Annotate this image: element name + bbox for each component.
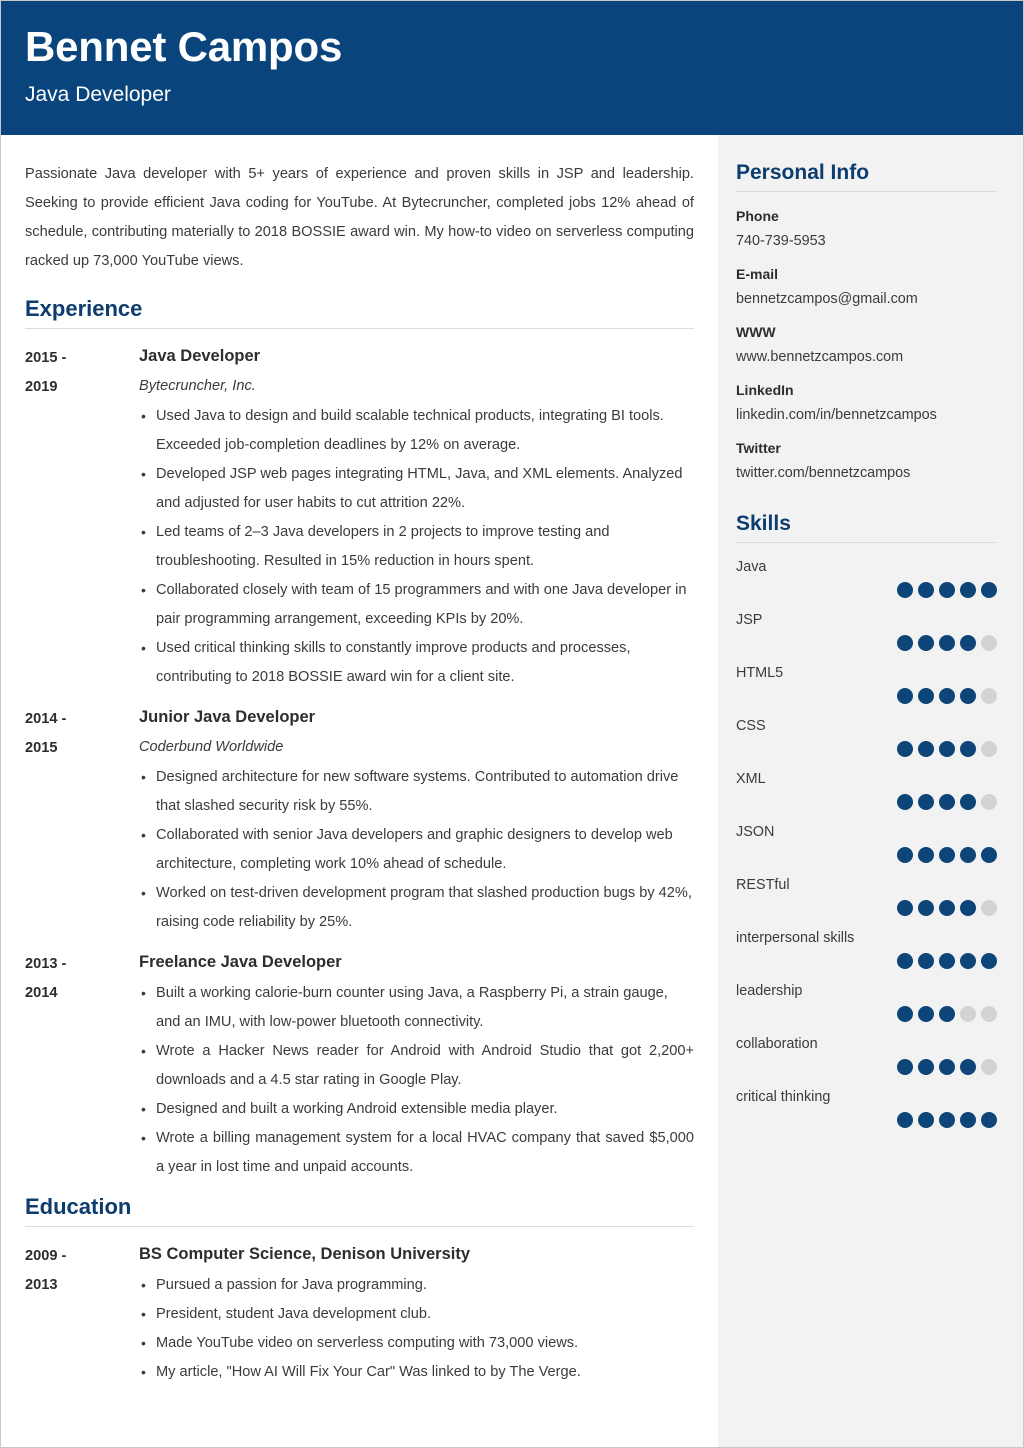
skill-item-critical-thinking [736,1085,997,1128]
skills-list [736,555,997,1128]
skill-rating-html5 [736,688,997,704]
skill-item-leadership [736,979,997,1022]
skill-rating-dot [981,953,997,969]
entry-bullet: • Collaborated closely with team of 15 programmers and with one Java developer in pair programming arrangement, exceeding KPIs by 20%. [139,576,694,634]
entry-bullet: • Led teams of 2–3 Java developers in 2 projects to improve testing and troubleshooting. Resulted in 15% reduction in hours spent. [139,518,694,576]
entry-date-start: 2014 - [25,711,67,727]
entry-bullet: • Designed architecture for new software systems. Contributed to automation drive that slashed security risk by 55%. [139,763,694,821]
skill-rating-dot [981,582,997,598]
skill-rating-dot [897,635,913,651]
entry-degree: BS Computer Science, Denison University [139,1245,471,1263]
section-heading-experience: Experience [25,296,694,329]
skill-rating-dot [960,741,976,757]
skill-rating-dot [897,688,913,704]
skill-rating-dot [897,794,913,810]
entry-bullet: • My article, "How AI Will Fix Your Car" Was linked to by The Verge. [139,1358,694,1387]
skill-rating-dot [939,741,955,757]
entry-bullet-list [139,1271,694,1387]
section-heading-personal-info: Personal Info [736,161,997,192]
entry-bullet: • Developed JSP web pages integrating HTML, Java, and XML elements. Analyzed and adjusted for user habits to cut attrition 22%. [139,460,694,518]
education-list [25,1241,694,1387]
entry-body [139,949,694,1182]
skill-label-collaboration: collaboration [736,1036,818,1052]
entry-bullet: • Designed and built a working Android extensible media player. [139,1095,694,1124]
entry-date-end: 2015 [25,740,58,756]
skill-item-jsp [736,608,997,651]
skill-rating-dot [981,1059,997,1075]
info-value-e-mail: bennetzcampos@gmail.com [736,291,918,307]
info-value-linkedin: linkedin.com/in/bennetzcampos [736,407,937,423]
skill-rating-dot [960,1006,976,1022]
entry-body [139,343,694,692]
skill-label-leadership: leadership [736,983,803,999]
entry-bullet-list [139,763,694,937]
skill-label-json: JSON [736,824,775,840]
skill-rating-dot [939,688,955,704]
info-label-www: WWW [736,324,776,340]
skill-rating-dot [960,794,976,810]
skill-rating-dot [960,847,976,863]
skill-rating-dot [918,582,934,598]
skill-rating-dot [897,582,913,598]
skill-rating-dot [981,741,997,757]
skill-rating-dot [939,582,955,598]
entry-bullet: • Worked on test-driven development program that slashed production bugs by 42%, raising code reliability by 25%. [139,879,694,937]
resume-header [1,1,1023,135]
skill-rating-dot [960,1059,976,1075]
skill-rating-dot [960,953,976,969]
skill-rating-dot [918,794,934,810]
sidebar-column [718,135,1023,1447]
entry-body [139,1241,694,1387]
entry-date-start: 2013 - [25,956,67,972]
entry-company: Coderbund Worldwide [139,739,284,755]
skill-label-java: Java [736,559,767,575]
skill-item-collaboration [736,1032,997,1075]
skill-rating-java [736,582,997,598]
skill-rating-dot [939,1112,955,1128]
skill-rating-dot [897,847,913,863]
entry-bullet: • President, student Java development club. [139,1300,694,1329]
main-column [1,135,718,1447]
info-label-phone: Phone [736,208,779,224]
skill-rating-dot [939,953,955,969]
skill-rating-dot [960,688,976,704]
skill-rating-xml [736,794,997,810]
skill-rating-dot [918,635,934,651]
entry-job-title: Java Developer [139,347,261,365]
skill-rating-dot [981,1112,997,1128]
skill-rating-dot [918,1059,934,1075]
entry-date-range [25,1241,139,1387]
entry-date-end: 2019 [25,379,58,395]
entry-date-range [25,704,139,937]
skill-rating-dot [918,953,934,969]
entry-bullet: • Built a working calorie-burn counter using Java, a Raspberry Pi, a strain gauge, and an IMU, with low-power bluetooth connectivity. [139,979,694,1037]
entry-body [139,704,694,937]
skill-rating-dot [981,794,997,810]
skill-rating-dot [918,1006,934,1022]
info-value-www: www.bennetzcampos.com [736,349,904,365]
skill-label-jsp: JSP [736,612,763,628]
skill-label-html5: HTML5 [736,665,784,681]
skill-rating-critical-thinking [736,1112,997,1128]
skill-rating-restful [736,900,997,916]
skill-rating-dot [918,688,934,704]
skill-rating-dot [918,847,934,863]
entry-bullet: • Collaborated with senior Java developers and graphic designers to develop web architecture, completing work 10% ahead of schedule. [139,821,694,879]
skill-rating-dot [897,1059,913,1075]
skill-rating-dot [960,1112,976,1128]
skill-rating-dot [897,741,913,757]
entry-date-end: 2013 [25,1277,58,1293]
resume-entry [25,704,694,937]
entry-date-start: 2015 - [25,350,67,366]
skill-rating-dot [939,1059,955,1075]
skill-rating-dot [897,953,913,969]
skill-rating-dot [918,900,934,916]
entry-bullet: • Pursued a passion for Java programming. [139,1271,694,1300]
skill-rating-dot [981,688,997,704]
entry-bullet: • Used critical thinking skills to constantly improve products and processes, contributing to 2018 BOSSIE award win for a client site. [139,634,694,692]
resume-body [1,135,1023,1447]
entry-date-end: 2014 [25,985,58,1001]
skill-rating-css [736,741,997,757]
skill-rating-interpersonal-skills [736,953,997,969]
skill-rating-dot [960,900,976,916]
skill-rating-jsp [736,635,997,651]
skill-item-json [736,820,997,863]
skill-label-xml: XML [736,771,766,787]
skill-item-css [736,714,997,757]
info-label-twitter: Twitter [736,440,781,456]
skill-item-xml [736,767,997,810]
skill-item-interpersonal-skills [736,926,997,969]
skill-label-restful: RESTful [736,877,790,893]
skill-rating-dot [981,1006,997,1022]
entry-company: Bytecruncher, Inc. [139,378,256,394]
skill-rating-dot [960,582,976,598]
skill-rating-json [736,847,997,863]
skill-label-interpersonal-skills: interpersonal skills [736,930,855,946]
skill-rating-dot [897,1006,913,1022]
personal-info-list [736,204,997,486]
entry-job-title: Freelance Java Developer [139,953,342,971]
skill-rating-dot [918,1112,934,1128]
entry-bullet: • Used Java to design and build scalable technical products, integrating BI tools. Exceeded job-completion deadlines by 12% on average. [139,402,694,460]
skill-item-restful [736,873,997,916]
entry-date-range [25,949,139,1182]
skill-rating-dot [939,847,955,863]
candidate-job-title: Java Developer [25,83,171,107]
skill-rating-dot [981,900,997,916]
skill-item-java [736,555,997,598]
skill-rating-dot [939,794,955,810]
skill-rating-dot [981,635,997,651]
skill-rating-dot [939,1006,955,1022]
resume-entry [25,1241,694,1387]
entry-job-title: Junior Java Developer [139,708,316,726]
skill-rating-dot [939,635,955,651]
skill-rating-dot [939,900,955,916]
skill-label-css: CSS [736,718,766,734]
skill-rating-leadership [736,1006,997,1022]
experience-list [25,343,694,1182]
section-heading-skills: Skills [736,512,997,543]
skill-item-html5 [736,661,997,704]
professional-summary: Passionate Java developer with 5+ years of experience and proven skills in JSP and leadership. Seeking to provide efficient Java coding for YouTube. At Bytecruncher, completed jobs 12% ahead of schedule, contributing materially to 2018 BOSSIE award win. My how-to video on serverless computing racked up 73,000 YouTube views. [25,166,694,269]
skill-rating-dot [981,847,997,863]
resume-entry [25,343,694,692]
info-value-phone: 740-739-5953 [736,233,826,249]
info-label-linkedin: LinkedIn [736,382,794,398]
info-value-twitter: twitter.com/bennetzcampos [736,465,911,481]
candidate-name: Bennet Campos [25,23,343,70]
skill-rating-collaboration [736,1059,997,1075]
skill-rating-dot [960,635,976,651]
entry-date-range [25,343,139,692]
entry-bullet: • Wrote a billing management system for a local HVAC company that saved $5,000 a year in lost time and unpaid accounts. [139,1124,694,1182]
skill-rating-dot [897,900,913,916]
entry-bullet: • Made YouTube video on serverless computing with 73,000 views. [139,1329,694,1358]
entry-bullet: • Wrote a Hacker News reader for Android with Android Studio that got 2,200+ downloads and a 4.5 star rating in Google Play. [139,1037,694,1095]
entry-bullet-list [139,402,694,692]
section-heading-education: Education [25,1194,694,1227]
entry-bullet-list [139,979,694,1182]
resume-entry [25,949,694,1182]
info-label-e-mail: E-mail [736,266,779,282]
entry-date-start: 2009 - [25,1248,67,1264]
skill-rating-dot [897,1112,913,1128]
skill-label-critical-thinking: critical thinking [736,1089,831,1105]
skill-rating-dot [918,741,934,757]
